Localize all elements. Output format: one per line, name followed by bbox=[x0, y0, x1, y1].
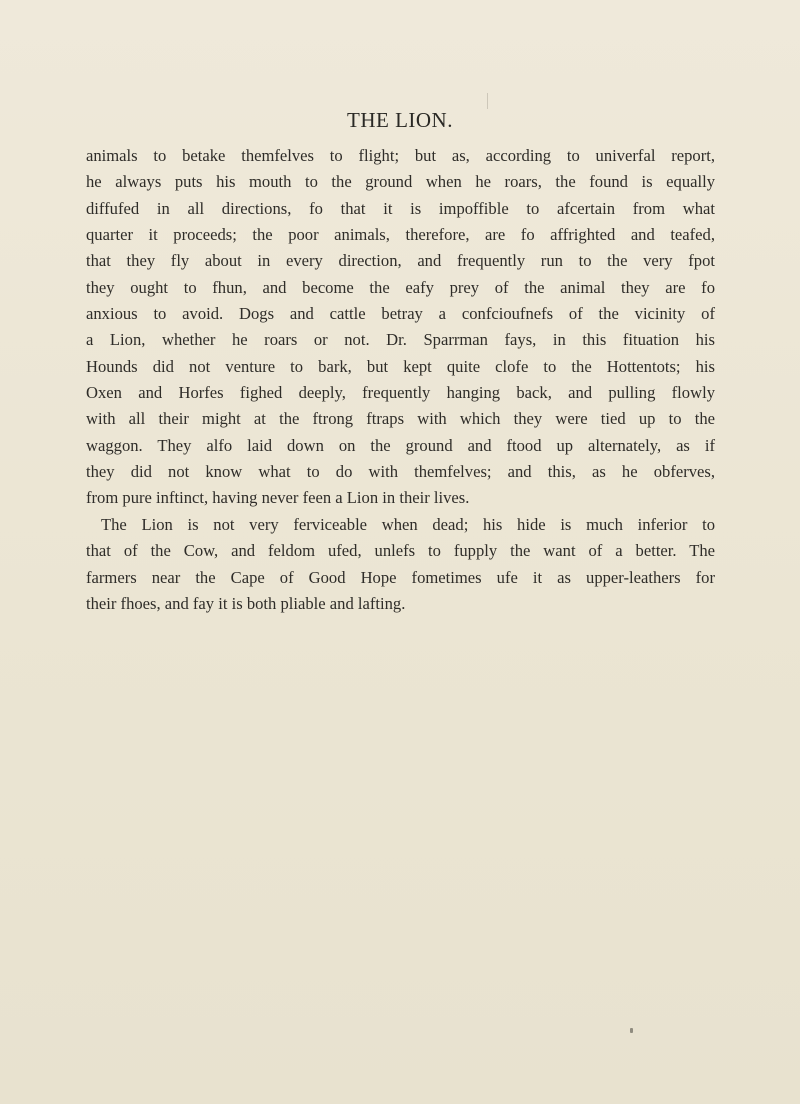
text-line: they did not know what to do with themfelves; and this, as he obferves, bbox=[86, 462, 715, 482]
text-line: a Lion, whether he roars or not. Dr. Sparrman fays, in this fituation his bbox=[86, 330, 715, 350]
text-line: Oxen and Horfes fighed deeply, frequently hanging back, and pulling flowly bbox=[86, 383, 715, 403]
text-line: diffufed in all directions, fo that it is impoffible to afcertain from what bbox=[86, 198, 715, 218]
text-line: quarter it proceeds; the poor animals, therefore, are fo affrighted and teafed, bbox=[86, 225, 715, 245]
paragraph-start-line: The Lion is not very ferviceable when dead; his hide is much inferior to bbox=[101, 514, 715, 534]
running-title: THE LION. bbox=[347, 108, 453, 132]
text-line: waggon. They alfo laid down on the ground and ftood up alternately, as if bbox=[86, 435, 715, 455]
text-line: that they fly about in every direction, and frequently run to the very fpot bbox=[86, 251, 715, 271]
body-text bbox=[86, 143, 715, 617]
ink-speck bbox=[630, 1028, 633, 1033]
paragraph-end-line: their fhoes, and fay it is both pliable and lafting. bbox=[86, 593, 406, 613]
text-line: they ought to fhun, and become the eafy prey of the animal they are fo bbox=[86, 277, 715, 297]
text-line: with all their might at the ftrong ftraps with which they were tied up to the bbox=[86, 409, 715, 429]
text-line: anxious to avoid. Dogs and cattle betray a confcioufnefs of the vicinity of bbox=[86, 304, 715, 324]
text-line: animals to betake themfelves to flight; but as, according to univerfal report, bbox=[86, 146, 715, 165]
text-line: that of the Cow, and feldom ufed, unlefs to fupply the want of a better. The bbox=[86, 541, 715, 561]
text-line: he always puts his mouth to the ground when he roars, the found is equally bbox=[86, 172, 715, 192]
text-line: farmers near the Cape of Good Hope fometimes ufe it as upper-leathers for bbox=[86, 567, 715, 587]
text-line: Hounds did not venture to bark, but kept quite clofe to the Hottentots; his bbox=[86, 356, 715, 376]
paper-mark bbox=[487, 93, 488, 109]
paragraph-end-line: from pure inftinct, having never feen a Lion in their lives. bbox=[86, 488, 470, 508]
